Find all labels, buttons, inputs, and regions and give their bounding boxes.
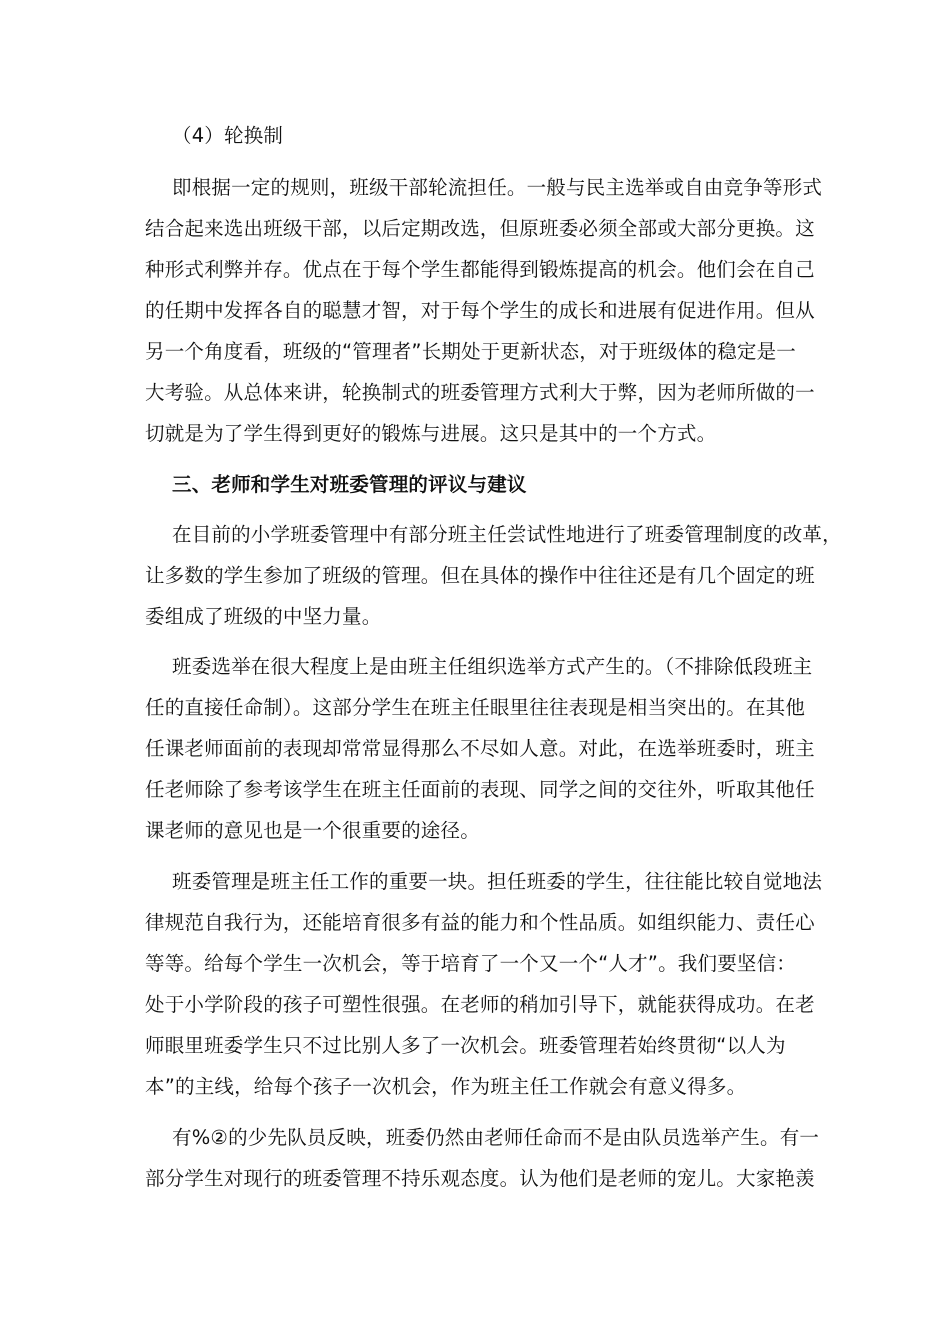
paragraph-line: 等等。给每个学生一次机会，等于培育了一个又一个“人才”。我们要坚信：: [145, 952, 797, 975]
paragraph-line: 另一个角度看，班级的“管理者”长期处于更新状态，对于班级体的稳定是一: [145, 340, 797, 363]
paragraph-line: 处于小学阶段的孩子可塑性很强。在老师的稍加引导下，就能获得成功。在老: [145, 993, 815, 1016]
paragraph-line: 有%②的少先队员反映，班委仍然由老师任命而不是由队员选举产生。有一: [172, 1126, 820, 1149]
paragraph-line: 部分学生对现行的班委管理不持乐观态度。认为他们是老师的宠儿。大家艳羡: [145, 1167, 815, 1190]
section-heading: 三、老师和学生对班委管理的评议与建议: [172, 473, 527, 496]
paragraph-line: 大考验。从总体来讲，轮换制式的班委管理方式利大于弊，因为老师所做的一: [145, 381, 815, 404]
paragraph-line: 的任期中发挥各自的聪慧才智，对于每个学生的成长和进展有促进作用。但从: [145, 299, 815, 322]
paragraph-line: 任的直接任命制）。这部分学生在班主任眼里往往表现是相当突出的。在其他: [145, 696, 806, 719]
paragraph-line: 种形式利弊并存。优点在于每个学生都能得到锻炼提高的机会。他们会在自己: [145, 258, 815, 281]
paragraph-line: 班委选举在很大程度上是由班主任组织选举方式产生的。（不排除低段班主: [172, 655, 813, 678]
subsection-title: （4）轮换制: [172, 124, 284, 147]
paragraph-line: 班委管理是班主任工作的重要一块。担任班委的学生，往往能比较自觉地法: [172, 870, 823, 893]
paragraph-line: 在目前的小学班委管理中有部分班主任尝试性地进行了班委管理制度的改革，: [172, 523, 842, 546]
paragraph-line: 任课老师面前的表现却常常显得那么不尽如人意。对此，在选举班委时，班主: [145, 737, 815, 760]
paragraph-line: 结合起来选出班级干部，以后定期改选，但原班委必须全部或大部分更换。这: [145, 217, 815, 240]
paragraph-line: 即根据一定的规则，班级干部轮流担任。一般与民主选举或自由竞争等形式: [172, 176, 823, 199]
paragraph-line: 任老师除了参考该学生在班主任面前的表现、同学之间的交往外，听取其他任: [145, 778, 815, 801]
paragraph-line: 切就是为了学生得到更好的锻炼与进展。这只是其中的一个方式。: [145, 422, 717, 445]
paragraph-line: 课老师的意见也是一个很重要的途径。: [145, 819, 480, 842]
paragraph-line: 本”的主线，给每个孩子一次机会，作为班主任工作就会有意义得多。: [145, 1075, 747, 1098]
paragraph-line: 律规范自我行为，还能培育很多有益的能力和个性品质。如组织能力、责任心: [145, 911, 815, 934]
paragraph-line: 委组成了班级的中坚力量。: [145, 605, 382, 628]
paragraph-line: 师眼里班委学生只不过比别人多了一次机会。班委管理若始终贯彻“以人为: [145, 1034, 786, 1057]
paragraph-line: 让多数的学生参加了班级的管理。但在具体的操作中往往还是有几个固定的班: [145, 564, 815, 587]
